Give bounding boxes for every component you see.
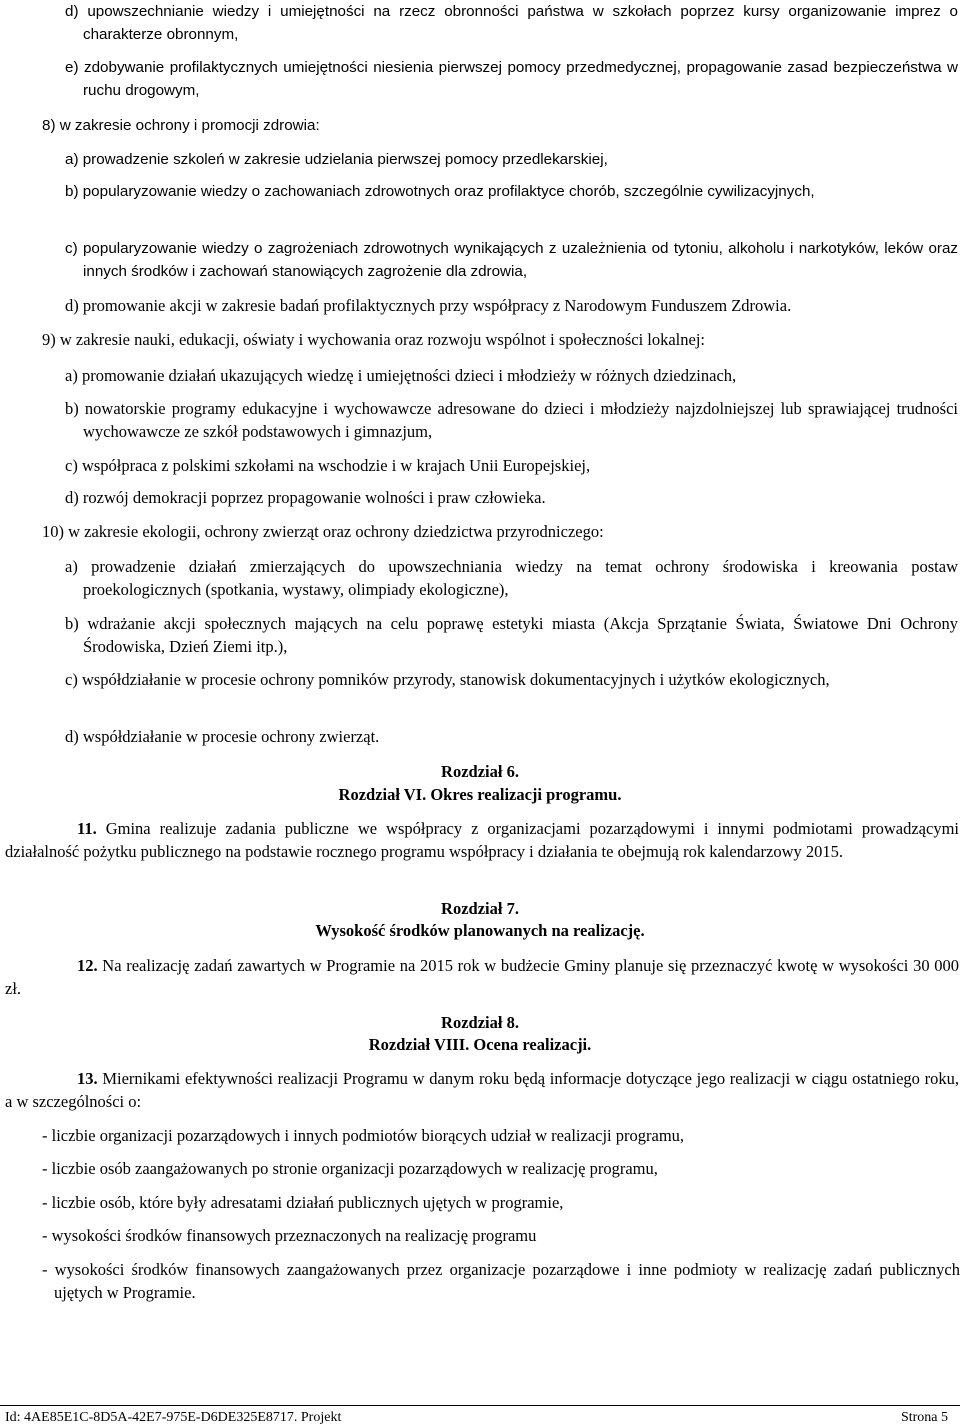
paragraph-11	[5, 817, 959, 863]
paragraph-11-number: 11.	[77, 819, 97, 838]
section-9-item-b: b) nowatorskie programy edukacyjne i wychowawcze adresowane do dzieci i młodzieży najzdolniejszej lub sprawiającej trudności wychowawcze ze szkół podstawowych i gimnazjum,	[65, 399, 958, 441]
chapter-7-subtitle: Wysokość środków planowanych na realizację.	[315, 921, 645, 940]
chapter-6-title: Rozdział 6.	[441, 762, 519, 781]
metric-bullet-1: - liczbie organizacji pozarządowych i innych podmiotów biorących udział w realizacji programu,	[42, 1126, 685, 1145]
section-8-item-d: d) promowanie akcji w zakresie badań profilaktycznych przy współpracy z Narodowym Funduszem Zdrowia.	[65, 296, 792, 315]
section-9-item-a: a) promowanie działań ukazujących wiedzę i umiejętności dzieci i młodzieży w różnych dziedzinach,	[65, 366, 737, 385]
section-10-item-d: d) współdziałanie w procesie ochrony zwierząt.	[65, 727, 380, 746]
paragraph-13-number: 13.	[77, 1069, 98, 1088]
paragraph-12-number: 12.	[77, 956, 98, 975]
chapter-7-title: Rozdział 7.	[441, 899, 519, 918]
paragraph-13	[5, 1067, 959, 1113]
paragraph-11-text: Gmina realizuje zadania publiczne we współpracy z organizacjami pozarządowymi i innymi podmiotami prowadzącymi działalność pożytku publicznego na podstawie rocznego programu współpracy i działania te obejmują rok kalendarzowy 2015.	[5, 819, 959, 861]
section-9-item-d: d) rozwój demokracji poprzez propagowanie wolności i praw człowieka.	[65, 488, 546, 507]
section-8-item-b: b) popularyzowanie wiedzy o zachowaniach zdrowotnych oraz profilaktyce chorób, szczególnie cywilizacyjnych,	[65, 183, 815, 200]
section-8-item-a: a) prowadzenie szkoleń w zakresie udzielania pierwszej pomocy przedlekarskiej,	[65, 151, 608, 168]
footer-page-number: Strona 5	[900, 1410, 948, 1425]
metric-bullet-5: - wysokości środków finansowych zaangażowanych przez organizacje pozarządowe i inne podmioty w realizację zadań publicznych ujętych w Programie.	[42, 1260, 960, 1302]
section-10-item-a: a) prowadzenie działań zmierzających do upowszechniania wiedzy na temat ochrony środowiska i kreowania postaw proekologicznych (spotkania, wystawy, olimpiady ekologiczne),	[65, 557, 958, 599]
section-9-heading: 9) w zakresie nauki, edukacji, oświaty i wychowania oraz rozwoju wspólnot i społeczności lokalnej:	[42, 330, 706, 349]
section-10-item-b: b) wdrażanie akcji społecznych mających na celu poprawę estetyki miasta (Akcja Sprzątanie Świata, Światowe Dni Ochrony Środowiska, Dzień Ziemi itp.),	[65, 614, 958, 656]
item-first-aid-skills: e) zdobywanie profilaktycznych umiejętności niesienia pierwszej pomocy przedmedycznej, propagowanie zasad bezpieczeństwa w ruchu drogowym,	[65, 59, 958, 99]
footer-document-id: Id: 4AE85E1C-8D5A-42E7-975E-D6DE325E8717. Projekt	[5, 1410, 342, 1425]
section-8-heading: 8) w zakresie ochrony i promocji zdrowia:	[42, 117, 320, 134]
section-8-item-c: c) popularyzowanie wiedzy o zagrożeniach zdrowotnych wynikających z uzależnienia od tytoniu, alkoholu i narkotyków, leków oraz innych środków i zachowań stanowiących zagrożenie dla zdrowia,	[65, 240, 958, 280]
section-9-item-c: c) współpraca z polskimi szkołami na wschodzie i w krajach Unii Europejskiej,	[65, 456, 591, 475]
footer-divider	[0, 1405, 960, 1406]
paragraph-12-text: Na realizację zadań zawartych w Programie na 2015 rok w budżecie Gminy planuje się przeznaczyć kwotę w wysokości 30 000 zł.	[5, 956, 959, 998]
item-defense-knowledge: d) upowszechnianie wiedzy i umiejętności na rzecz obronności państwa w szkołach poprzez kursy organizowanie imprez o charakterze obronnym,	[65, 3, 958, 43]
chapter-6-subtitle: Rozdział VI. Okres realizacji programu.	[338, 785, 622, 804]
metric-bullet-4: - wysokości środków finansowych przeznaczonych na realizację programu	[42, 1226, 537, 1245]
chapter-8-subtitle: Rozdział VIII. Ocena realizacji.	[368, 1035, 592, 1054]
paragraph-12	[5, 954, 959, 1000]
section-10-item-c: c) współdziałanie w procesie ochrony pomników przyrody, stanowisk dokumentacyjnych i użytków ekologicznych,	[65, 670, 830, 689]
paragraph-13-text: Miernikami efektywności realizacji Programu w danym roku będą informacje dotyczące jego realizacji w ciągu ostatniego roku, a w szczególności o:	[5, 1069, 959, 1111]
metric-bullet-2: - liczbie osób zaangażowanych po stronie organizacji pozarządowych w realizację programu,	[42, 1159, 658, 1178]
section-10-heading: 10) w zakresie ekologii, ochrony zwierząt oraz ochrony dziedzictwa przyrodniczego:	[42, 522, 604, 541]
metric-bullet-3: - liczbie osób, które były adresatami działań publicznych ujętych w programie,	[42, 1193, 564, 1212]
chapter-8-title: Rozdział 8.	[441, 1013, 519, 1032]
